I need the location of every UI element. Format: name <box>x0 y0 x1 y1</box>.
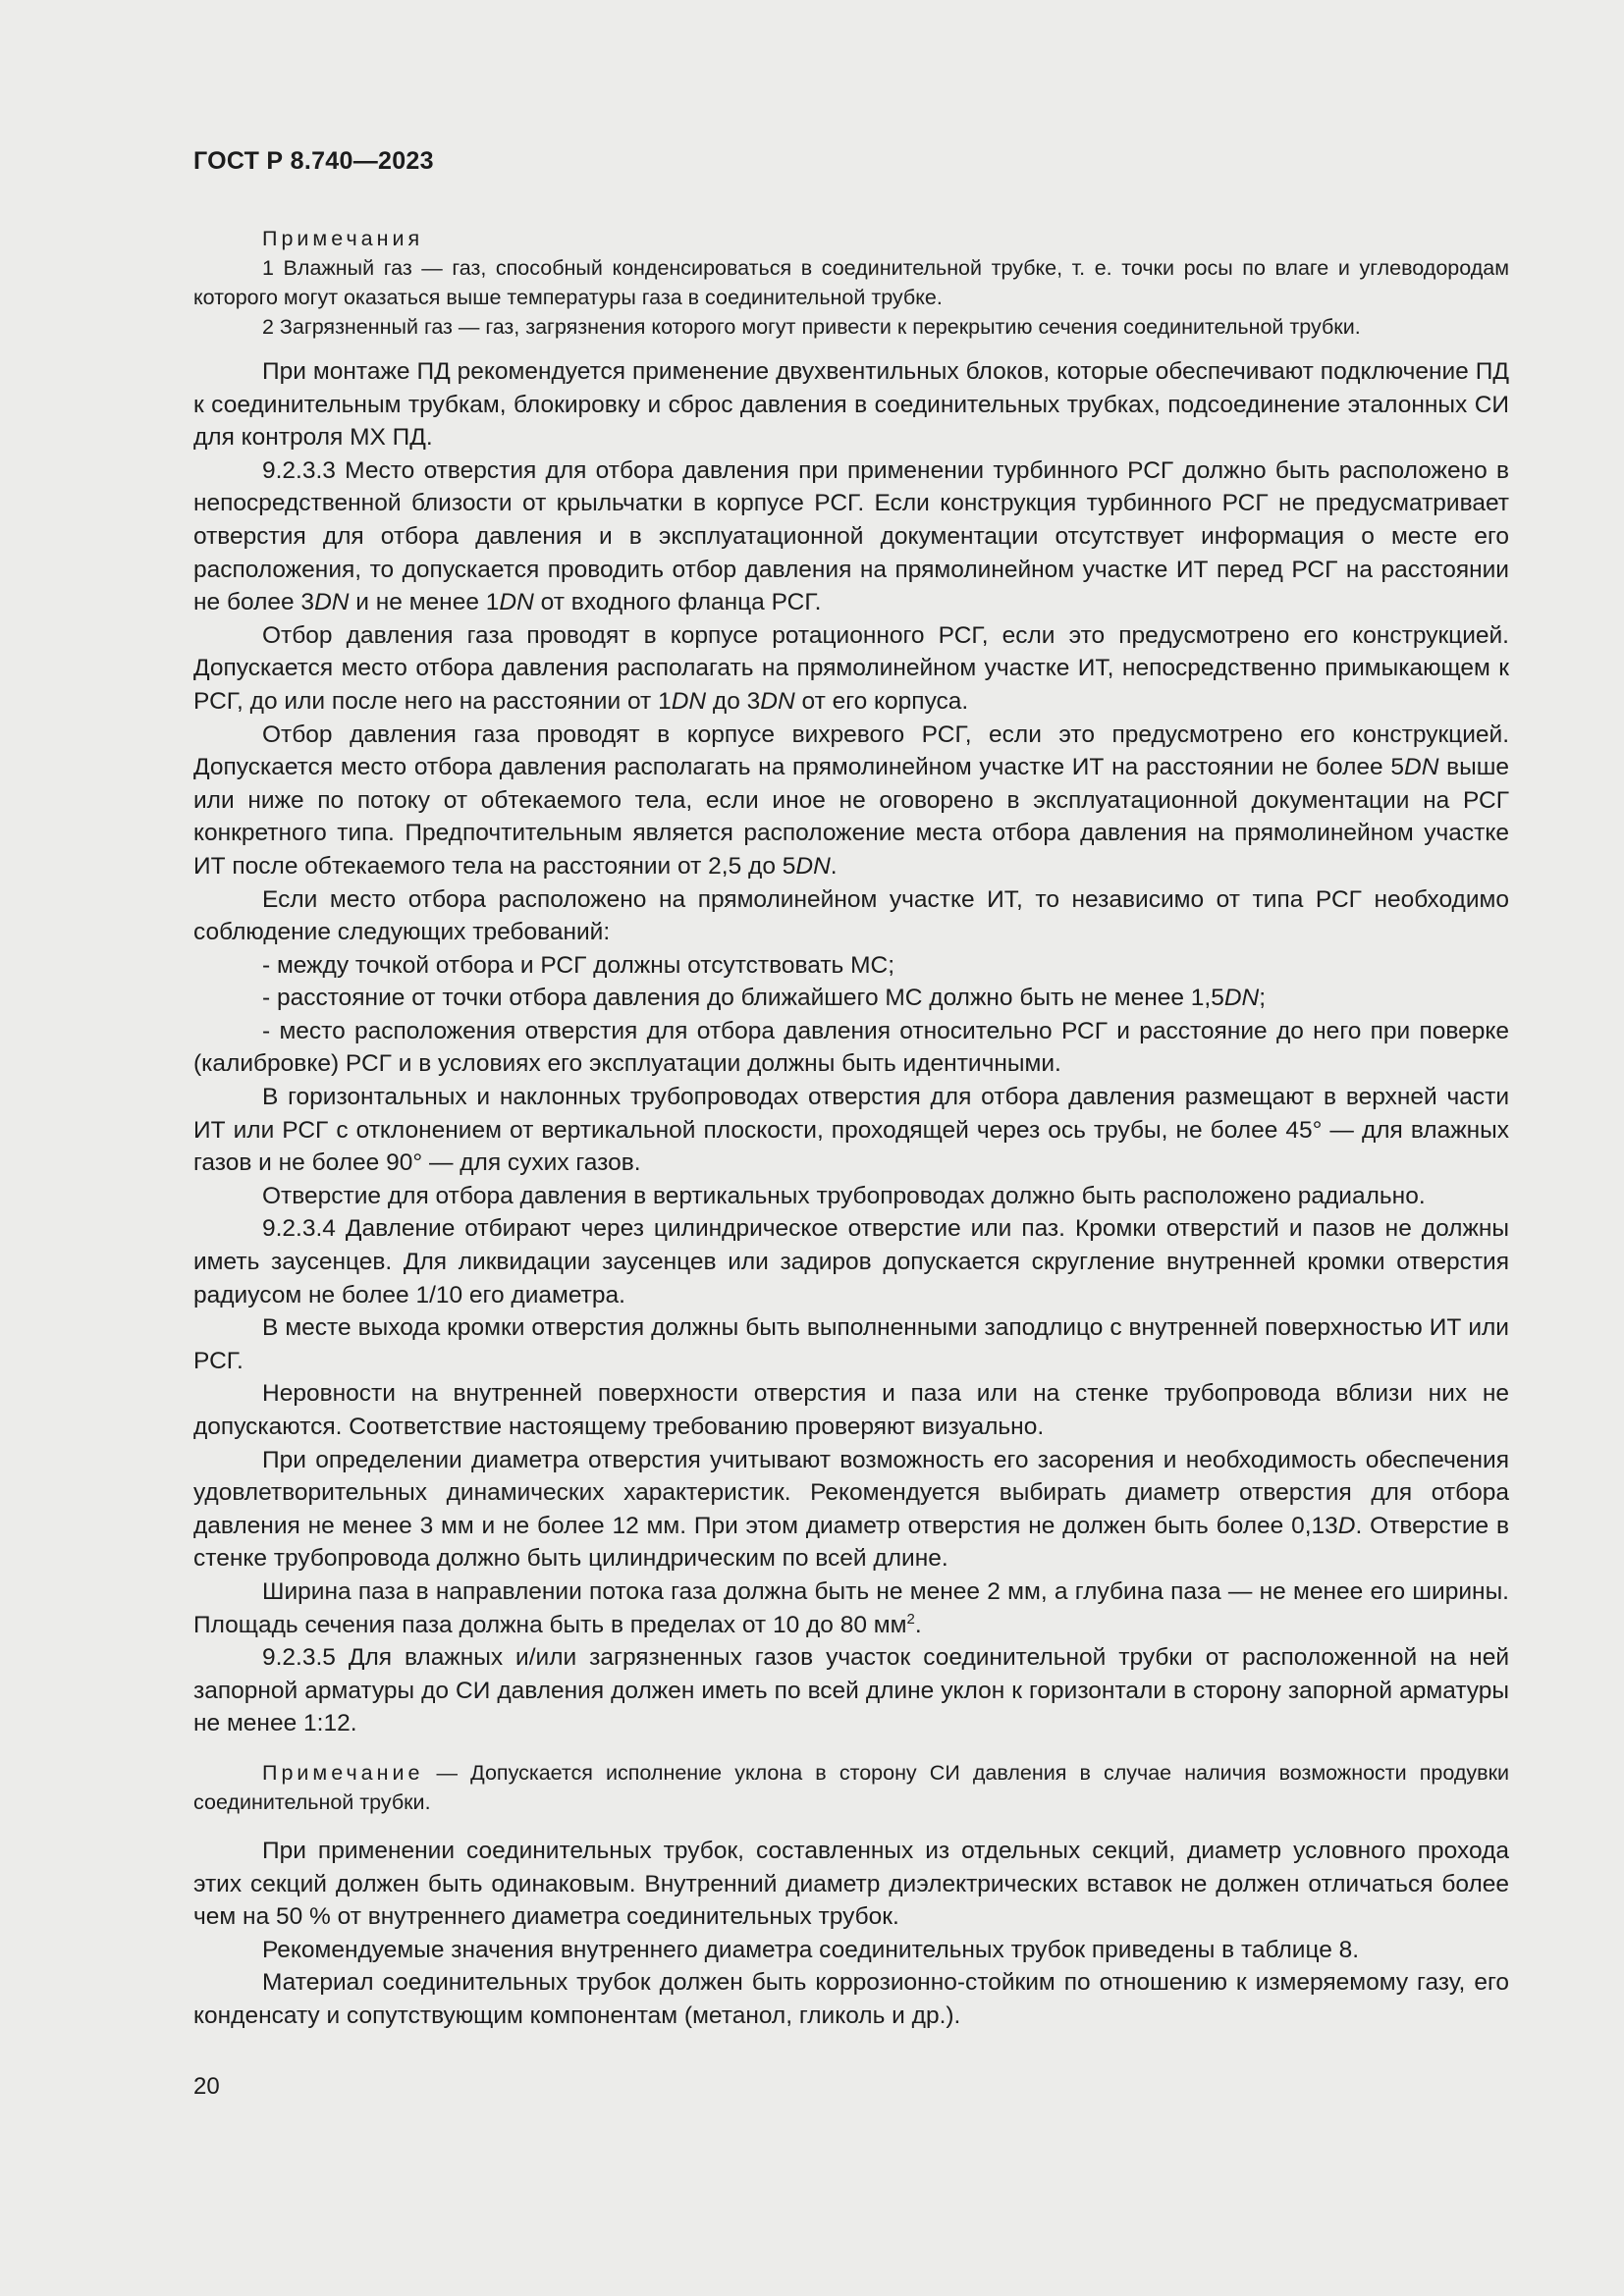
paragraph: Ширина паза в направлении потока газа должна быть не менее 2 мм, а глубина паза — не менее его ширины. Площадь сечения паза должна быть в пределах от 10 до 80 $мм^2$. <box>193 1577 1509 1638</box>
paragraph: При монтаже ПД рекомендуется применение двухвентильных блоков, которые обеспечивают подключение ПД к соединительным трубкам, блокировку и сброс давления в соединительных трубках, подсоединение эталонных СИ для контроля МХ ПД. <box>193 358 1509 452</box>
paragraph: Отверстие для отбора давления в вертикальных трубопроводах должно быть расположено радиально. <box>262 1182 1426 1209</box>
paragraph: Отбор давления газа проводят в корпусе вихревого РСГ, если это предусмотрено его конструкцией. Допускается место отбора давления располагать на прямолинейном участке ИТ на расстоянии не более 5DN выше или ниже по потоку от обтекаемого тела, если иное не оговорено в эксплуатационной документации на РСГ конкретного типа. Предпочтительным является расположение места отбора давления на прямолинейном участке ИТ после обтекаемого тела на расстоянии от 2,5 до 5DN. <box>193 721 1509 880</box>
main-text-continued <box>193 1835 1509 2033</box>
list-item: - между точкой отбора и РСГ должны отсутствовать МС; <box>262 951 895 979</box>
paragraph: 9.2.3.5 Для влажных и/или загрязненных газов участок соединительной трубки от расположенной на ней запорной арматуры до СИ давления должен иметь по всей длине уклон к горизонтали в сторону запорной арматуры не менее 1:12. <box>193 1644 1509 1737</box>
note-item: 2 Загрязненный газ — газ, загрязнения которого могут привести к перекрытию сечения соединительной трубки. <box>262 315 1361 339</box>
paragraph: 9.2.3.3 Место отверстия для отбора давления при применении турбинного РСГ должно быть расположено в непосредственной близости от крыльчатки в корпусе РСГ. Если конструкция турбинного РСГ не предусматривает отверстия для отбора давления и в эксплуатационной документации отсутствует информация о месте его расположения, то допускается проводить отбор давления на прямолинейном участке ИТ перед РСГ на расстоянии не более 3DN и не менее 1DN от входного фланца РСГ. <box>193 456 1509 616</box>
paragraph: При применении соединительных трубок, составленных из отдельных секций, диаметр условного прохода этих секций должен быть одинаковым. Внутренний диаметр диэлектрических вставок не должен отличаться более чем на 50 % от внутреннего диаметра соединительных трубок. <box>193 1837 1509 1931</box>
paragraph: При определении диаметра отверстия учитывают возможность его засорения и необходимость обеспечения удовлетворительных динамических характеристик. Рекомендуется выбирать диаметр отверстия для отбора давления не менее 3 мм и не более 12 мм. При этом диаметр отверстия не должен быть более 0,13D. Отверстие в стенке трубопровода должно быть цилиндрическим по всей длине. <box>193 1446 1509 1573</box>
paragraph: 9.2.3.4 Давление отбирают через цилиндрическое отверстие или паз. Кромки отверстий и пазов не должны иметь заусенцев. Для ликвидации заусенцев или задиров допускается скругление внутренней кромки отверстия радиусом не более 1/10 его диаметра. <box>193 1215 1509 1308</box>
paragraph: В горизонтальных и наклонных трубопроводах отверстия для отбора давления размещают в верхней части ИТ или РСГ с отклонением от вертикальной плоскости, проходящей через ось трубы, не более 45° — для влажных газов и не более 90° — для сухих газов. <box>193 1084 1509 1177</box>
paragraph: Материал соединительных трубок должен быть коррозионно-стойким по отношению к измеряемому газу, его конденсату и сопутствующим компонентам (метанол, гликоль и др.). <box>193 1969 1509 2029</box>
list-item: - расстояние от точки отбора давления до ближайшего МС должно быть не менее 1,5DN; <box>262 985 1267 1012</box>
page-number: 20 <box>193 2073 220 2100</box>
note-item: 1 Влажный газ — газ, способный конденсироваться в соединительной трубке, т. е. точки росы по влаге и углеводородам которого могут оказаться выше температуры газа в соединительной трубке. <box>193 256 1509 309</box>
list-item: - место расположения отверстия для отбора давления относительно РСГ и расстояние до него при поверке (калибровке) РСГ и в условиях его эксплуатации должны быть идентичными. <box>193 1017 1509 1078</box>
single-note <box>193 1758 1509 1817</box>
note-title: Примечание <box>262 1760 424 1785</box>
notes-title-text: Примечания <box>262 227 424 250</box>
main-text <box>193 355 1509 1740</box>
paragraph: Рекомендуемые значения внутреннего диаметра соединительных трубок приведены в таблице 8. <box>262 1936 1360 1963</box>
paragraph: В месте выхода кромки отверстия должны быть выполненными заподлицо с внутренней поверхностью ИТ или РСГ. <box>193 1314 1509 1374</box>
document-header: ГОСТ Р 8.740—2023 <box>193 147 434 175</box>
note-text: — Допускается исполнение уклона в сторону СИ давления в случае наличия возможности продувки соединительной трубки. <box>193 1760 1509 1814</box>
notes-block <box>193 224 1509 342</box>
paragraph: Если место отбора расположено на прямолинейном участке ИТ, то независимо от типа РСГ необходимо соблюдение следующих требований: <box>193 885 1509 946</box>
page-content <box>193 224 1509 2033</box>
paragraph: Неровности на внутренней поверхности отверстия и паза или на стенке трубопровода вблизи них не допускаются. Соответствие настоящему требованию проверяют визуально. <box>193 1380 1509 1440</box>
notes-title <box>193 224 1509 253</box>
paragraph: Отбор давления газа проводят в корпусе ротационного РСГ, если это предусмотрено его конструкцией. Допускается место отбора давления располагать на прямолинейном участке ИТ, непосредственно примыкающем к РСГ, до или после него на расстоянии от 1DN до 3DN от его корпуса. <box>193 621 1509 715</box>
